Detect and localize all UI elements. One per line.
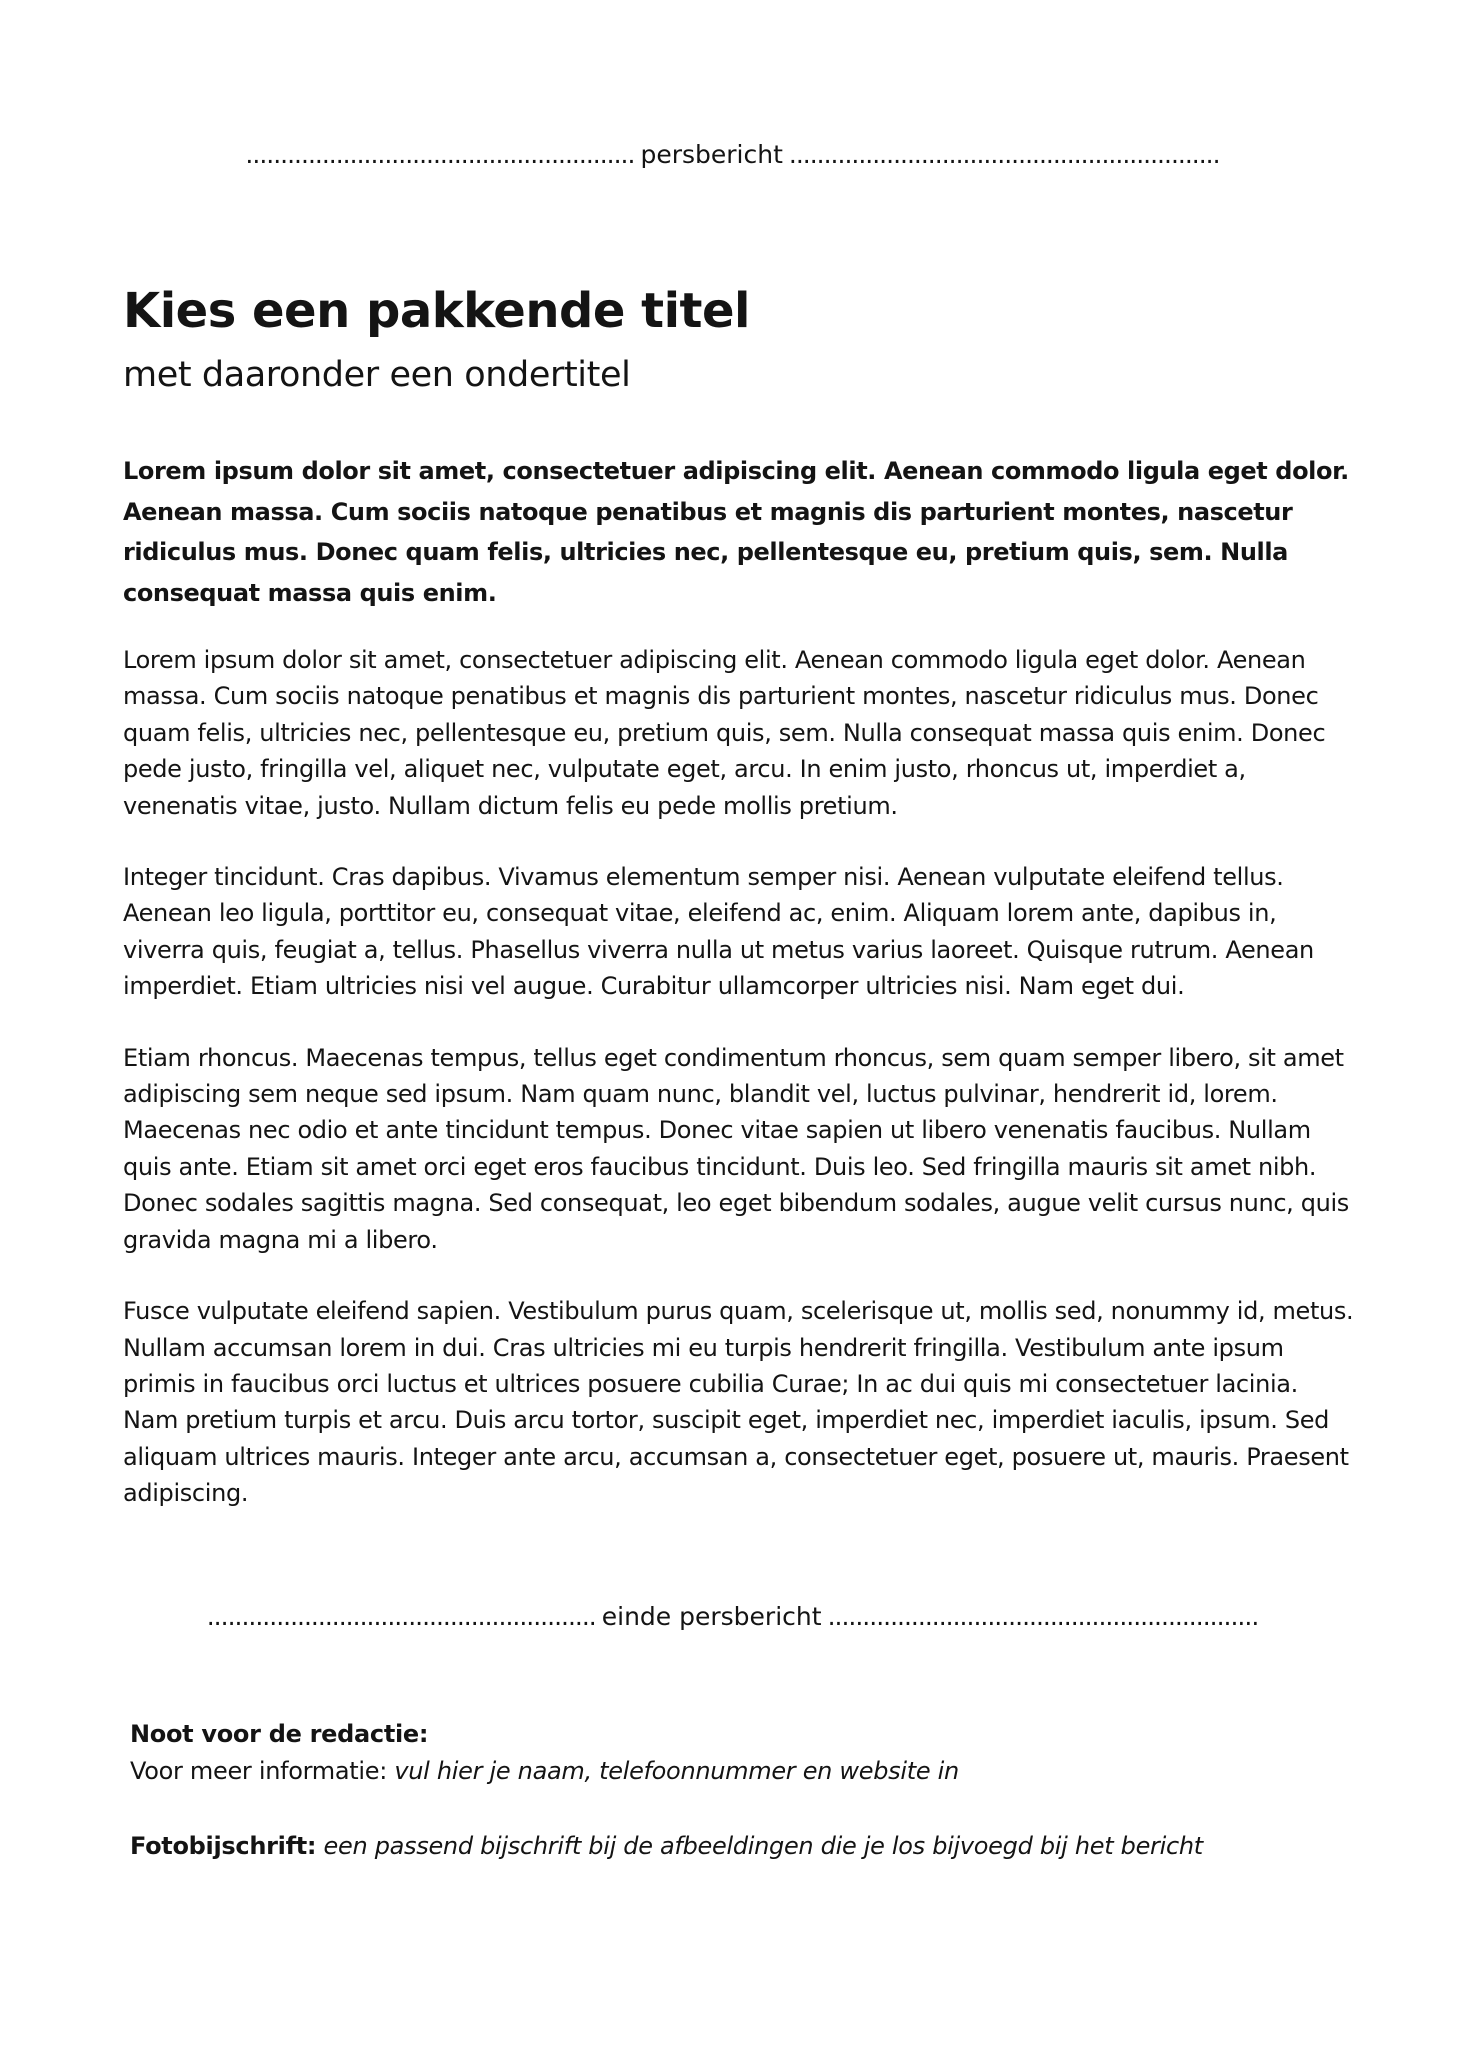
dotted-leader-right: .............................................................. bbox=[788, 140, 1220, 169]
body-paragraph-4: Fusce vulputate eleifend sapien. Vestibulum purus quam, scelerisque ut, mollis sed, nonummy id, metus. Nullam accumsan lorem in dui. Cras ultricies mi eu turpis hendrerit fringilla. Vestibulum ante ipsum primis in faucibus orci luctus et ultrices posuere cubilia Curae; In ac dui quis mi consectetuer lacinia. bbox=[123, 1297, 1354, 1398]
body-paragraph-2: Integer tincidunt. Cras dapibus. Vivamus elementum semper nisi. Aenean vulputate eleifend tellus. Aenean leo ligula, porttitor eu, consequat vitae, eleifend ac, enim. Aliquam lorem ante, dapibus in, viverra quis, feugiat a, tellus. Phasellus viverra nulla ut metus varius laoreet. Quisque rutrum. Aenean imperdiet. Etiam ultricies nisi vel augue. Curabitur ullamcorper ultricies nisi. Nam eget dui. bbox=[123, 863, 1314, 1001]
press-release-header-divider bbox=[0, 140, 1465, 169]
body-paragraph-1: Lorem ipsum dolor sit amet, consectetuer adipiscing elit. Aenean commodo ligula eget dolor. Aenean massa. Cum sociis natoque penatibus et magnis dis parturient montes, nascetur ridiculus mus. Donec quam felis, ultricies nec, pellentesque eu, pretium quis, sem. Nulla consequat massa quis enim. Donec pede justo, fringilla vel, aliquet nec, vulputate eget, arcu. In enim justo, rhoncus ut, imperdiet a, venenatis vitae, justo. Nullam dictum felis eu pede mollis pretium. bbox=[123, 646, 1326, 820]
photo-caption-label: Fotobijschrift: bbox=[130, 1832, 317, 1860]
contact-info-value: vul hier je naam, telefoonnummer en website in bbox=[394, 1757, 959, 1785]
contact-info-line bbox=[130, 1757, 1380, 1785]
body-paragraph-5: Nam pretium turpis et arcu. Duis arcu tortor, suscipit eget, imperdiet nec, imperdiet iaculis, ipsum. Sed aliquam ultrices mauris. Integer ante arcu, accumsan a, consectetuer eget, posuere ut, mauris. Praesent adipiscing. bbox=[123, 1406, 1349, 1508]
end-press-release-label: einde persbericht bbox=[601, 1602, 822, 1631]
press-release-label: persbericht bbox=[640, 140, 783, 169]
photo-caption-line bbox=[130, 1832, 1380, 1860]
contact-info-label: Voor meer informatie: bbox=[130, 1757, 387, 1785]
dotted-leader-left: ........................................................ bbox=[245, 140, 635, 169]
photo-caption-value: een passend bijschrift bij de afbeeldingen die je los bijvoegd bij het bericht bbox=[323, 1832, 1203, 1860]
lead-paragraph: Lorem ipsum dolor sit amet, consectetuer adipiscing elit. Aenean commodo ligula eget dolor. Aenean massa. Cum sociis natoque penatibus et magnis dis parturient montes, nascetur ridiculus mus. Donec quam felis, ultricies nec, pellentesque eu, pretium quis, sem. Nulla consequat massa quis enim. bbox=[123, 457, 1349, 607]
body-content bbox=[123, 451, 1363, 1512]
dotted-leader-left: ........................................................ bbox=[206, 1602, 596, 1631]
editor-note-heading: Noot voor de redactie: bbox=[130, 1720, 429, 1748]
page-title: Kies een pakkende titel bbox=[123, 283, 750, 339]
dotted-leader-right: .............................................................. bbox=[827, 1602, 1259, 1631]
press-release-end-divider bbox=[0, 1602, 1465, 1631]
body-paragraph-3: Etiam rhoncus. Maecenas tempus, tellus eget condimentum rhoncus, sem quam semper libero, sit amet adipiscing sem neque sed ipsum. Nam quam nunc, blandit vel, luctus pulvinar, hendrerit id, lorem. Maecenas nec odio et ante tincidunt tempus. Donec vitae sapien ut libero venenatis faucibus. Nullam quis ante. Etiam sit amet orci eget eros faucibus tincidunt. Duis leo. Sed fringilla mauris sit amet nibh. Donec sodales sagittis magna. Sed consequat, leo eget bibendum sodales, augue velit cursus nunc, quis gravida magna mi a libero. bbox=[123, 1043, 1349, 1254]
page-subtitle: met daaronder een ondertitel bbox=[123, 355, 631, 395]
